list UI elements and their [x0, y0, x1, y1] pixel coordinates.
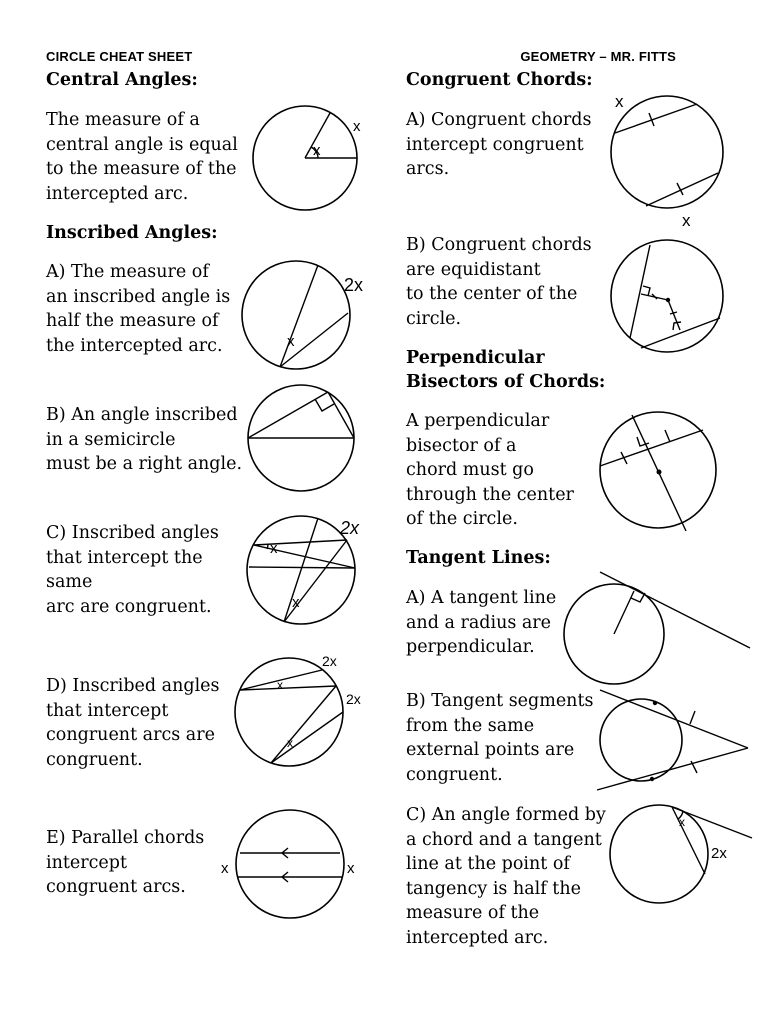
- tangent-segments-diagram: [597, 690, 748, 790]
- central-angle-diagram: [253, 106, 361, 210]
- tangent-a-text: A) A tangent line and a radius are perpendicular.: [406, 588, 557, 657]
- congruent-arc-label-1: 2x: [322, 653, 337, 669]
- inscribed-e-text: E) Parallel chords intercept congruent arcs.: [46, 828, 205, 897]
- inscribed-b-text: B) An angle inscribed in a semicircle must be a right angle.: [46, 405, 243, 474]
- perpendicular-heading-line2: Bisectors of Chords:: [406, 372, 606, 392]
- tangent-radius-diagram: [564, 572, 750, 684]
- parallel-arc-label-right: x: [347, 860, 355, 877]
- chord-tangent-arc-label: 2x: [711, 845, 727, 862]
- congruent-chords-heading: Congruent Chords:: [406, 70, 593, 90]
- course-teacher: GEOMETRY – MR. FITTS: [520, 49, 676, 64]
- inscribed-arc-label: 2x: [344, 275, 364, 295]
- sheet-title: CIRCLE CHEAT SHEET: [46, 49, 193, 64]
- tangent-lines-heading: Tangent Lines:: [406, 548, 551, 568]
- congruent-chord-arc-label-2: x: [682, 211, 691, 230]
- tangent-b-text: B) Tangent segments from the same external points are congruent.: [406, 691, 594, 785]
- congruent-arc-label-2: 2x: [346, 691, 361, 707]
- inscribed-c-text: C) Inscribed angles that intercept the same arc are congruent.: [46, 523, 219, 617]
- congruent-angle-label-1: x: [277, 678, 283, 692]
- parallel-chords-diagram: [221, 810, 355, 918]
- perpendicular-heading-line1: Perpendicular: [406, 348, 545, 368]
- inscribed-d-text: D) Inscribed angles that intercept congruent arcs are congruent.: [46, 676, 220, 770]
- tangent-c-text: C) An angle formed by a chord and a tangent line at the point of tangency is half the measure of the intercepted arc.: [406, 805, 606, 948]
- congruent-chords-b-text: B) Congruent chords are equidistant to the center of the circle.: [406, 235, 592, 329]
- semicircle-diagram: [248, 385, 354, 491]
- chord-tangent-angle-diagram: [610, 805, 752, 903]
- same-arc-diagram: [247, 516, 360, 624]
- central-angle-label: x: [313, 142, 321, 159]
- inscribed-angle-label: x: [287, 333, 295, 350]
- perpendicular-text: A perpendicular bisector of a chord must go through the center of the circle.: [406, 411, 574, 529]
- chord-tangent-angle-label: x: [679, 815, 685, 829]
- equidistant-chords-diagram: [611, 240, 723, 352]
- central-angles-heading: Central Angles:: [46, 70, 198, 90]
- central-angles-text: The measure of a central angle is equal to the measure of the intercepted arc.: [46, 110, 238, 204]
- congruent-chords-arcs-diagram: [611, 92, 723, 230]
- inscribed-angle-diagram: [242, 261, 363, 369]
- central-arc-label: x: [353, 118, 361, 135]
- inscribed-angles-heading: Inscribed Angles:: [46, 223, 218, 243]
- congruent-chords-a-text: A) Congruent chords intercept congruent arcs.: [406, 110, 592, 179]
- same-arc-angle-label-2: x: [292, 594, 300, 611]
- same-arc-angle-label-1: x: [270, 540, 278, 557]
- congruent-angle-label-2: x: [287, 736, 293, 750]
- congruent-chord-arc-label-1: x: [615, 92, 624, 111]
- congruent-arcs-angles-diagram: [235, 653, 361, 766]
- parallel-arc-label-left: x: [221, 860, 229, 877]
- same-arc-label: 2x: [340, 518, 360, 538]
- inscribed-a-text: A) The measure of an inscribed angle is half the measure of the intercepted arc.: [46, 262, 231, 356]
- perpendicular-bisector-diagram: [600, 412, 716, 531]
